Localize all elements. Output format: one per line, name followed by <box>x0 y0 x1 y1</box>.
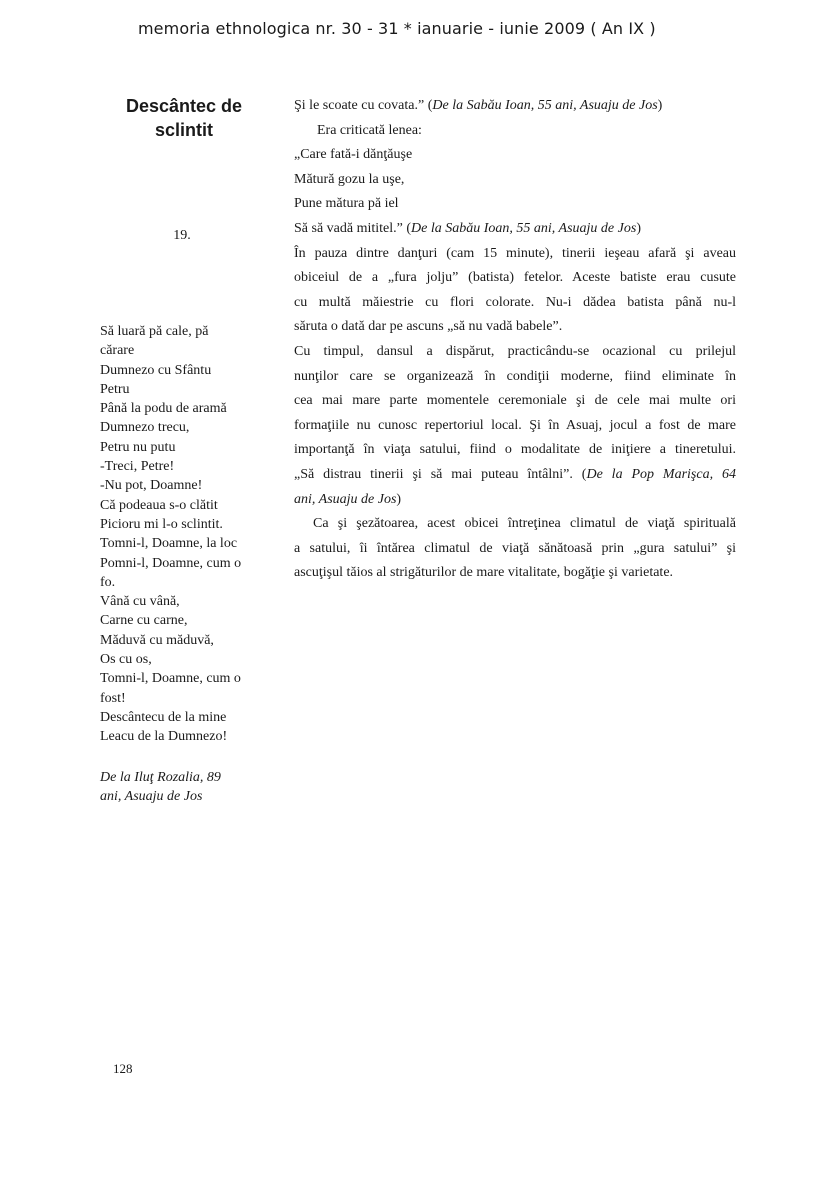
source-citation: De la Sabău Ioan, 55 ani, Asuaju de Jos <box>432 98 658 113</box>
paragraph-line: formaţiile nu cunosc repertoriul local. Şi în Asuaj, jocul a fost de mare <box>294 417 736 433</box>
poem-line: Carne cu carne, <box>100 613 188 629</box>
verse-line: Mătură gozu la uşe, <box>294 171 405 187</box>
source-citation: ani, Asuaju de Jos <box>294 491 397 507</box>
text-run: ) <box>636 220 641 236</box>
poem-line: Vână cu vână, <box>100 594 180 610</box>
text-run: Şi le scoate cu covata.” ( <box>294 98 433 113</box>
paragraph-line: Cu timpul, dansul a dispărut, practicându-se ocazional cu prilejul <box>294 343 736 359</box>
poem-title-line: sclintit <box>154 120 213 140</box>
poem-line: Petru nu putu <box>100 439 176 455</box>
poem-line: Pomni-l, Doamne, cum o <box>100 555 242 571</box>
poem-line: -Treci, Petre! <box>100 459 175 475</box>
right-column <box>294 94 736 586</box>
text-run: Să să vadă mititel.” ( <box>294 220 412 236</box>
poem-line: fost! <box>100 690 126 706</box>
paragraph-line: săruta o dată dar pe ascuns „să nu vadă babele”. <box>294 319 563 335</box>
poem-line: Tomni-l, Doamne, cum o <box>100 671 241 687</box>
poem-line: -Nu pot, Doamne! <box>100 478 203 494</box>
paragraph-line: nunţilor care se organizează în condiţii moderne, fiind eliminate în <box>294 368 736 384</box>
paragraph-line: importanţă în viaţa satului, fiind o modalitate de iniţiere a tineretului. <box>294 442 736 458</box>
left-column <box>100 94 264 805</box>
verse-line-with-source <box>294 94 736 119</box>
source-citation: De la Sabău Ioan, 55 ani, Asuaju de Jos <box>411 220 637 236</box>
paragraph-line-with-source <box>294 463 736 488</box>
verse-line: „Care fată-i dănţăuşe <box>294 147 413 163</box>
source-citation: De la Pop Marişca, 64 <box>586 466 736 482</box>
poem-line: Petru <box>100 381 130 397</box>
poem-line: Tomni-l, Doamne, la loc <box>100 536 238 552</box>
page-number: 128 <box>113 1061 133 1076</box>
poem-title-line: Descântec de <box>125 96 243 116</box>
poem-line: Că podeaua s-o clătit <box>100 497 218 513</box>
running-header: memoria ethnologica nr. 30 - 31 * ianuarie - iunie 2009 ( An IX ) <box>138 19 656 38</box>
poem-line: Picioru mi l-o sclintit. <box>100 516 223 532</box>
poem-line: Dumnezo trecu, <box>100 420 190 436</box>
paragraph-line: Era criticată lenea: <box>317 122 422 138</box>
paragraph-line: Ca şi şezătoarea, acest obicei întreţinea climatul de viaţă spirituală <box>313 516 736 532</box>
paragraph-line: obiceiul de a „fura jolju” (batista) fetelor. Aceste batiste erau cusute <box>294 270 736 286</box>
poem-line: Să luară pă cale, pă <box>100 324 209 339</box>
poem-source <box>100 768 264 807</box>
poem-text <box>100 322 264 747</box>
poem-line: Os cu os, <box>100 652 152 668</box>
text-run: ) <box>396 491 402 507</box>
poem-line: Dumnezo cu Sfântu <box>100 362 212 378</box>
paragraph-line-with-source <box>294 488 736 513</box>
poem-line: Descântecu de la mine <box>100 709 227 725</box>
poem-line: Până la podu de aramă <box>100 401 227 417</box>
poem-line: cărare <box>100 343 135 359</box>
paragraph-line: a satului, îi întărea climatul de viaţă sănătoasă prin „gura satului” şi <box>294 540 736 556</box>
text-run: „Să distrau tinerii şi să mai puteau întâlni”. ( <box>294 466 587 482</box>
poem-source-line: De la Iluţ Rozalia, 89 <box>100 770 221 785</box>
poem-line: Măduvă cu măduvă, <box>100 632 214 648</box>
paragraph-line: cu multă măiestrie cu flori colorate. Nu-i dădea batista până nu-l <box>294 294 736 310</box>
text-run: ) <box>657 98 663 113</box>
poem-line: fo. <box>100 574 116 590</box>
poem-number: 19. <box>173 228 191 243</box>
verse-line: Pune mătura pă iel <box>294 196 399 212</box>
paragraph-line: ascuţişul tăios al strigăturilor de mare vitalitate, bogăţie şi varietate. <box>294 565 674 581</box>
poem-source-line: ani, Asuaju de Jos <box>100 789 203 805</box>
paragraph-line: În pauza dintre danţuri (cam 15 minute), tinerii ieşeau afară şi aveau <box>294 245 736 261</box>
paragraph-line: cea mai mare parte momentele ceremoniale şi de cele mai multe ori <box>294 393 736 409</box>
poem-line: Leacu de la Dumnezo! <box>100 729 228 745</box>
verse-line-with-source <box>294 217 736 242</box>
poem-title <box>102 94 266 142</box>
